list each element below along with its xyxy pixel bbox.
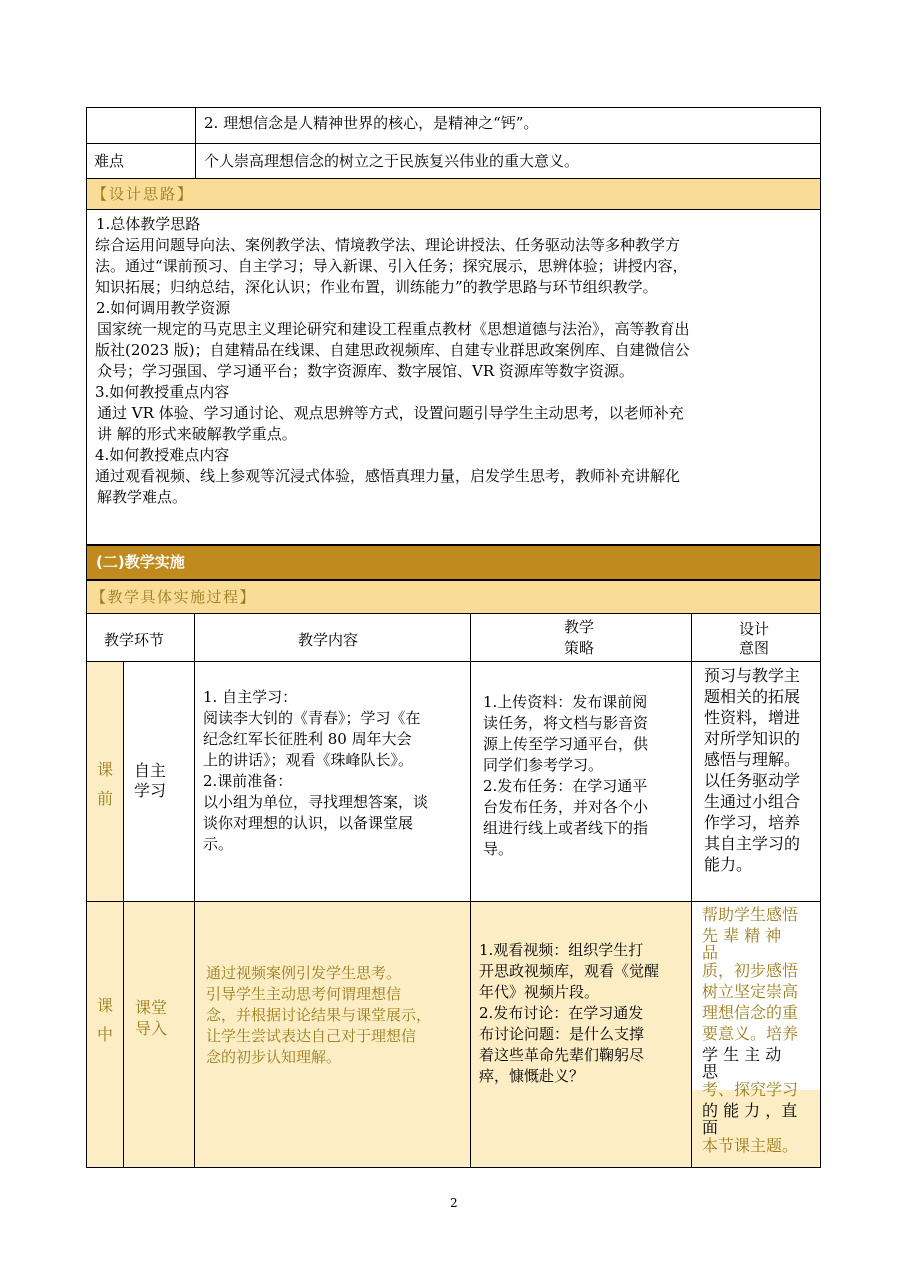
col-divider-3-in <box>691 901 692 1168</box>
stage-label-pre-2: 学习 <box>134 781 167 800</box>
content-line: 阅读李大钊的《青春》；学习《在 <box>203 709 421 727</box>
phase-divider-in <box>123 901 124 1168</box>
strategy-line: 1.观看视频：组织学生打 <box>479 941 644 959</box>
top-table-row1-text: 2. 理想信念是人精神世界的核心，是精神之“钙”。 <box>204 114 539 132</box>
strategy-line: 瘁，慷慨赴义？ <box>479 1067 585 1085</box>
col-header-stage: 教学环节 <box>104 631 165 649</box>
pre-class-strategy <box>483 692 648 860</box>
intent-line: 生通过小组合 <box>704 792 801 811</box>
col-divider-1-in <box>194 901 195 1168</box>
content-line: 让学生尝试表达自己对于理想信 <box>206 1027 417 1045</box>
intent-line: 本节课主题。 <box>702 1136 799 1155</box>
intent-line: 学 生 主 动 <box>702 1045 782 1064</box>
content-line: 1. 自主学习： <box>203 688 298 706</box>
in-class-strategy <box>479 940 659 1087</box>
design-line: 通过 VR 体验、学习通讨论、观点思辨等方式，设置问题引导学生主动思考，以老师补充 <box>97 404 684 422</box>
col-header-strategy-2: 策略 <box>564 639 595 657</box>
strategy-line: 1.上传资料：发布课前阅 <box>483 693 648 711</box>
design-line: 综合运用问题导向法、案例教学法、情境教学法、理论讲授法、任务驱动法等多种教学方 <box>95 236 681 254</box>
content-line: 以小组为单位，寻找理想答案，谈 <box>203 793 429 811</box>
intent-line: 对所学知识的 <box>704 729 801 748</box>
intent-line: 树立坚定崇高 <box>702 982 799 1001</box>
content-line: 谈你对理想的认识，以备课堂展 <box>203 814 414 832</box>
content-line: 念，并根据讨论结果与课堂展示， <box>206 1006 432 1024</box>
content-line: 引导学生主动思考何谓理想信 <box>206 985 402 1003</box>
process-header: 【教学具体实施过程】 <box>91 588 257 606</box>
intent-line: 作学习，培养 <box>704 813 801 832</box>
phase-label-pre-2: 前 <box>97 789 114 808</box>
col-header-strategy-1: 教学 <box>564 618 595 636</box>
col-header-intent-2: 意图 <box>739 639 770 657</box>
design-line: 版社(2023 版)；自建精品在线课、自建思政视频库、自建专业群思政案例库、自建微信公 <box>95 341 690 359</box>
difficulty-label: 难点 <box>94 152 125 170</box>
intent-line: 考、探究学习 <box>702 1080 799 1099</box>
column-header-row <box>86 613 821 662</box>
design-line: 讲 解的形式来破解教学重点。 <box>97 425 297 443</box>
strategy-line: 年代》视频片段。 <box>479 983 600 1001</box>
design-line: 2.如何调用教学资源 <box>96 299 231 317</box>
page-number: 2 <box>450 1196 458 1210</box>
pre-class-content <box>203 687 428 855</box>
stage-label-in-2: 导入 <box>135 1019 168 1038</box>
intent-line: 题相关的拓展 <box>704 687 801 706</box>
strategy-line: 着这些革命先辈们鞠躬尽 <box>479 1046 645 1064</box>
design-body-text <box>95 214 690 508</box>
strategy-line: 同学们参考学习。 <box>483 756 604 774</box>
intent-line: 预习与教学主 <box>704 666 801 685</box>
intent-line: 质，初步感悟 <box>702 961 799 980</box>
intent-line: 性资料，增进 <box>704 708 801 727</box>
design-header-bar <box>86 178 821 210</box>
pre-class-intent <box>704 665 800 875</box>
stage-label-pre-1: 自主 <box>134 761 167 780</box>
intent-line: 以任务驱动学 <box>704 771 801 790</box>
design-line: 1.总体教学思路 <box>96 215 201 233</box>
section-title-bar <box>86 545 821 580</box>
strategy-line: 布讨论问题：是什么支撑 <box>479 1025 645 1043</box>
difficulty-text: 个人崇高理想信念的树立之于民族复兴伟业的重大意义。 <box>204 152 580 170</box>
stage-label-in-1: 课堂 <box>135 998 168 1017</box>
design-line: 3.如何教授重点内容 <box>95 383 230 401</box>
phase-divider-pre <box>123 661 124 902</box>
design-line: 国家统一规定的马克思主义理论研究和建设工程重点教材《思想道德与法治》，高等教育出 <box>97 320 690 338</box>
phase-label-in-2: 中 <box>97 1025 114 1044</box>
design-line: 4.如何教授难点内容 <box>95 446 230 464</box>
strategy-line: 导。 <box>483 840 514 858</box>
in-class-intent <box>702 904 798 1156</box>
strategy-line: 2.发布讨论：在学习通发 <box>479 1004 644 1022</box>
strategy-line: 组进行线上或者线下的指 <box>483 819 649 837</box>
content-line: 纪念红军长征胜利 80 周年大会 <box>203 730 412 748</box>
design-header: 【设计思路】 <box>92 185 195 203</box>
design-line: 知识拓展；归纳总结，深化认识；作业布置，训练能力”的教学思路与环节组织教学。 <box>95 278 658 296</box>
content-line: 上的讲话》；观看《珠峰队长》。 <box>203 751 414 769</box>
intent-line: 其自主学习的 <box>704 834 801 853</box>
col-header-content: 教学内容 <box>298 631 359 649</box>
content-line: 示。 <box>203 835 234 853</box>
intent-line: 面 <box>702 1118 719 1137</box>
strategy-line: 2.发布任务：在学习通平 <box>483 777 648 795</box>
design-line: 众号；学习强国、学习通平台；数字资源库、数字展馆、VR 资源库等数字资源。 <box>97 362 634 380</box>
intent-line: 理想信念的重 <box>702 1003 799 1022</box>
intent-line: 帮助学生感悟 <box>702 905 799 924</box>
col-header-intent-1: 设计 <box>739 620 770 638</box>
intent-line: 品 <box>702 943 719 962</box>
strategy-line: 源上传至学习通平台，供 <box>483 735 649 753</box>
top-table-divider-horizontal <box>86 143 821 144</box>
content-line: 通过视频案例引发学生思考。 <box>206 964 402 982</box>
phase-cell-pre <box>87 662 123 901</box>
intent-line: 感悟与理解。 <box>704 750 801 769</box>
intent-line: 能力。 <box>704 855 753 874</box>
design-line: 法。通过“课前预习、自主学习；导入新课、引入任务；探究展示，思辨体验；讲授内容， <box>95 257 688 275</box>
intent-line: 先 辈 精 神 <box>702 926 782 945</box>
intent-line: 的 能 力 ，直 <box>702 1101 798 1120</box>
content-line: 念的初步认知理解。 <box>206 1048 342 1066</box>
intent-line: 思 <box>702 1062 719 1081</box>
strategy-line: 读任务，将文档与影音资 <box>483 714 649 732</box>
phase-label-pre-1: 课 <box>97 760 114 779</box>
strategy-line: 开思政视频库，观看《觉醒 <box>479 962 660 980</box>
design-line: 解教学难点。 <box>97 488 188 506</box>
section-title: (二)教学实施 <box>96 553 185 571</box>
content-line: 2.课前准备： <box>203 772 293 790</box>
strategy-line: 台发布任务，并对各个小 <box>483 798 649 816</box>
intent-line: 要意义。培养 <box>702 1024 799 1043</box>
design-line: 通过观看视频、线上参观等沉浸式体验，感悟真理力量，启发学生思考，教师补充讲解化 <box>95 467 681 485</box>
col-divider-2-in <box>470 901 471 1168</box>
phase-label-in-1: 课 <box>97 996 114 1015</box>
in-class-content <box>206 963 431 1068</box>
